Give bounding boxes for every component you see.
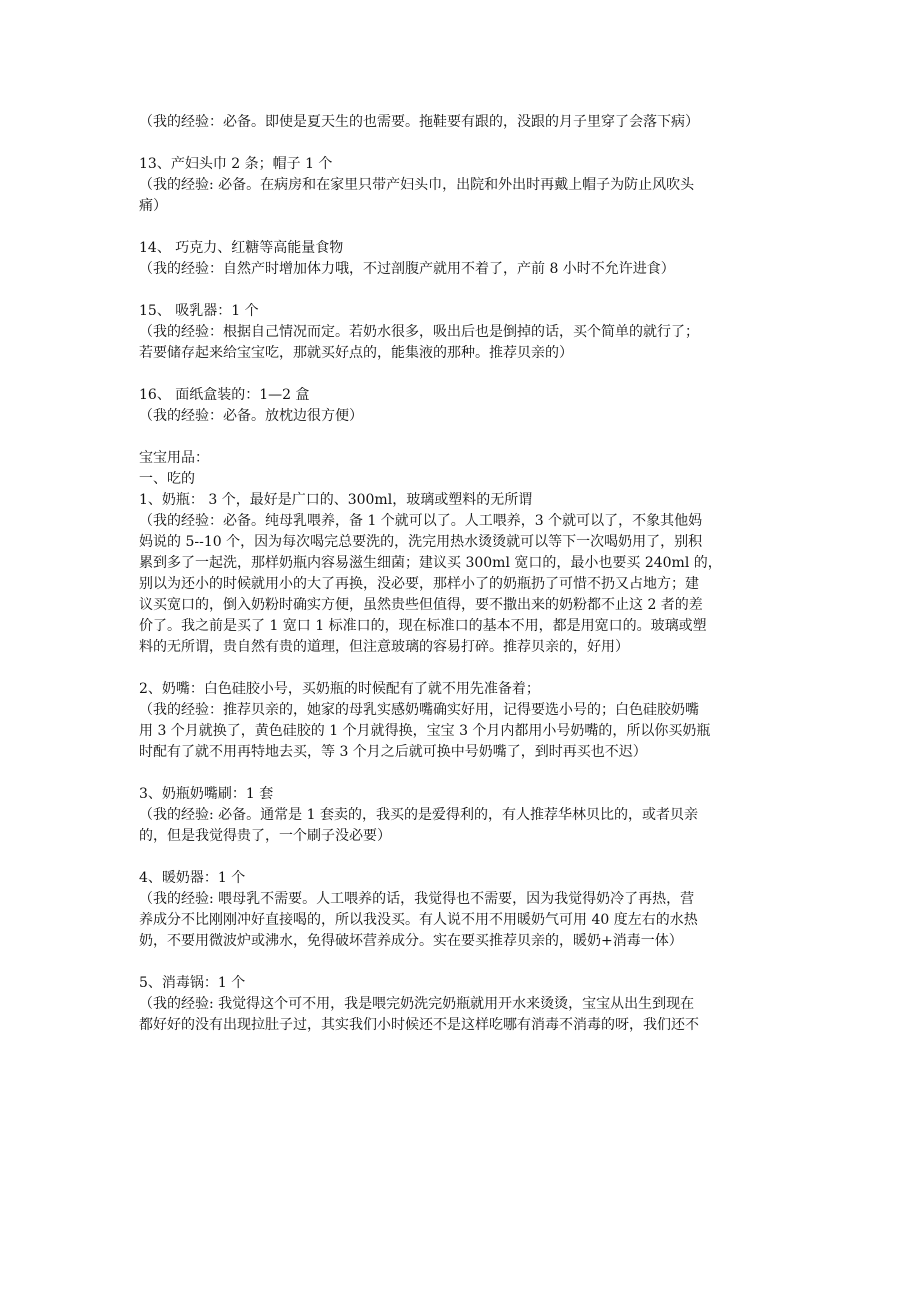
text-line: 若要储存起来给宝宝吃，那就买好点的，能集液的那种。推荐贝亲的）: [139, 345, 573, 361]
text-line: （我的经验：必备。放枕边很方便）: [139, 408, 363, 424]
text-line: 议买宽口的，倒入奶粉时确实方便，虽然贵些但值得，要不撒出来的奶粉都不止这 2 者的差: [139, 597, 703, 613]
text-line: 累到多了一起洗，那样奶瓶内容易滋生细菌；建议买 300ml 宽口的，最小也要买 240ml 的，: [139, 555, 722, 571]
item-title: 4、暖奶器：1 个: [139, 870, 246, 886]
text-line: 料的无所谓，贵自然有贵的道理，但注意玻璃的容易打碎。推荐贝亲的，好用）: [139, 639, 629, 655]
text-line: （我的经验: 我觉得这个可不用，我是喂完奶洗完奶瓶就用开水来烫烫，宝宝从出生到现在: [139, 996, 695, 1012]
item-16-tissues: [139, 385, 789, 427]
text-line: 用 3 个月就换了，黄色硅胶的 1 个月就得换，宝宝 3 个月内都用小号奶嘴的，所以你买奶瓶: [139, 723, 711, 739]
text-line: （我的经验：必备。纯母乳喂养，备 1 个就可以了。人工喂养，3 个就可以了，不象其他妈: [139, 513, 703, 529]
text-line: 的，但是我觉得贵了，一个刷子没必要）: [139, 828, 391, 844]
item-title: 13、产妇头巾 2 条；帽子 1 个: [139, 156, 333, 172]
text-line: （我的经验：推荐贝亲的，她家的母乳实感奶嘴确实好用，记得要选小号的；白色硅胶奶嘴: [139, 702, 699, 718]
text-line: 痛）: [139, 198, 167, 214]
text-line: 妈说的 5--10 个，因为每次喝完总要洗的，洗完用热水烫烫就可以等下一次喝奶用了，别积: [139, 534, 703, 550]
document-page: [139, 112, 789, 1036]
item-title: 3、奶瓶奶嘴刷：1 套: [139, 786, 274, 802]
text-line: 时配有了就不用再特地去买，等 3 个月之后就可换中号奶嘴了，到时再买也不迟）: [139, 744, 647, 760]
text-line: （我的经验：必备。即使是夏天生的也需要。拖鞋要有跟的，没跟的月子里穿了会落下病）: [139, 114, 699, 130]
text-line: 都好好的没有出现拉肚子过，其实我们小时候还不是这样吃哪有消毒不消毒的呀，我们还不: [139, 1017, 699, 1033]
text-line: 别以为还小的时候就用小的大了再换，没必要，那样小了的奶瓶扔了可惜不扔又占地方；建: [139, 576, 699, 592]
text-line: （我的经验: 必备。通常是 1 套卖的，我买的是爱得利的，有人推荐华林贝比的，或者贝亲: [139, 807, 698, 823]
slippers-note: [139, 112, 789, 133]
item-title: 15、 吸乳器：1 个: [139, 303, 259, 319]
item-15-breast-pump: [139, 301, 789, 364]
text-line: （我的经验：自然产时增加体力哦，不过剖腹产就用不着了，产前 8 小时不允许进食）: [139, 261, 675, 277]
text-line: 养成分不比刚刚冲好直接喝的，所以我没买。有人说不用不用暖奶气可用 40 度左右的水热: [139, 912, 698, 928]
text-line: 价了。我之前是买了 1 宽口 1 标准口的，现在标准口的基本不用，都是用宽口的。玻璃或塑: [139, 618, 707, 634]
text-line: 奶，不要用微波炉或沸水，免得破坏营养成分。实在要买推荐贝亲的，暖奶+消毒一体）: [139, 933, 683, 949]
subsection-heading: 一、吃的: [139, 471, 195, 487]
item-title: 1、奶瓶： 3 个，最好是广口的、300ml，玻璃或塑料的无所谓: [139, 492, 533, 508]
item-2-nipple: [139, 679, 789, 763]
item-5-sterilizer: [139, 973, 789, 1036]
item-13-headscarf: [139, 154, 789, 217]
item-4-bottle-warmer: [139, 868, 789, 952]
item-title: 2、奶嘴：白色硅胶小号，买奶瓶的时候配有了就不用先准备着；: [139, 681, 540, 697]
text-line: （我的经验: 喂母乳不需要。人工喂养的话，我觉得也不需要，因为我觉得奶冷了再热，营: [139, 891, 695, 907]
item-title: 14、 巧克力、红糖等高能量食物: [139, 240, 344, 256]
text-line: （我的经验：根据自己情况而定。若奶水很多，吸出后也是倒掉的话，买个简单的就行了；: [139, 324, 699, 340]
item-3-bottle-brush: [139, 784, 789, 847]
item-title: 16、 面纸盒装的：1—2 盒: [139, 387, 310, 403]
text-line: （我的经验: 必备。在病房和在家里只带产妇头巾，出院和外出时再戴上帽子为防止风吹头: [139, 177, 695, 193]
section-heading: 宝宝用品：: [139, 450, 209, 466]
item-14-energy-food: [139, 238, 789, 280]
item-title: 5、消毒锅：1 个: [139, 975, 246, 991]
baby-items-feeding-bottles: [139, 448, 789, 658]
